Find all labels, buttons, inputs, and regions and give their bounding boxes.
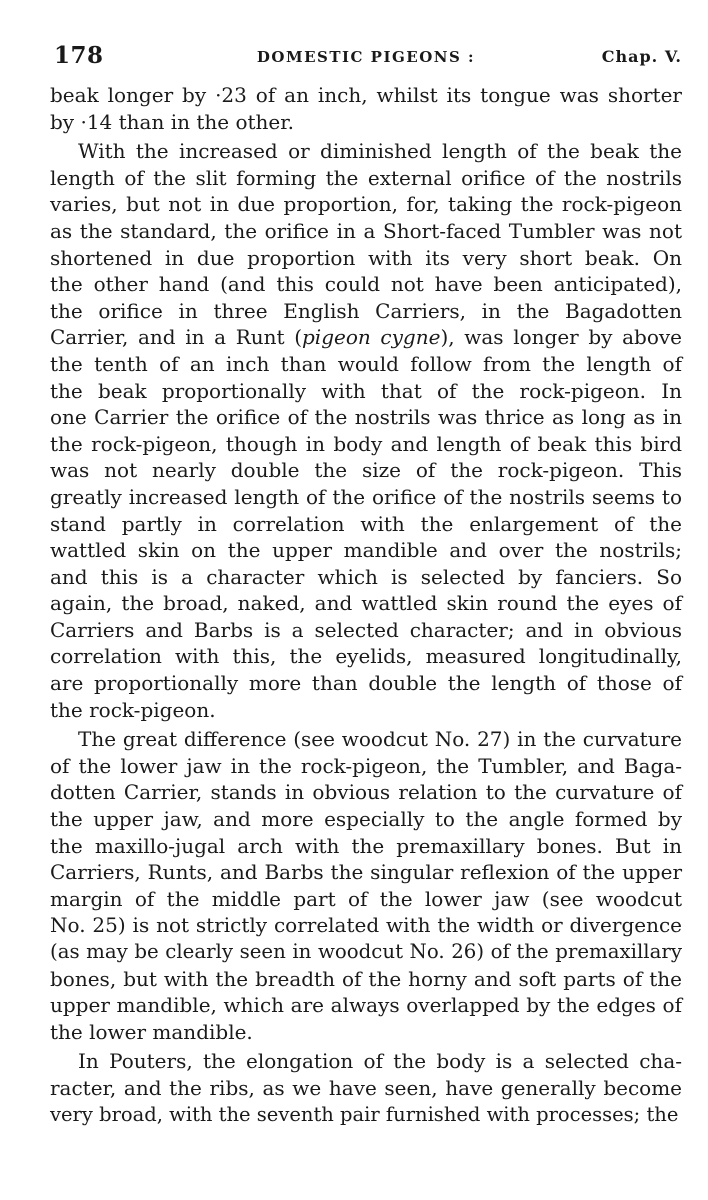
text-line: greatly increased length of the orifice of the nostrils seems to: [50, 484, 682, 509]
text-line: the maxillo-jugal arch with the premaxillary bones. But in: [50, 833, 682, 858]
paragraph: [50, 138, 682, 723]
text-line: (as may be clearly seen in woodcut No. 26) of the premaxillary: [50, 940, 682, 963]
text-line: With the increased or diminished length of the beak the: [78, 139, 682, 164]
text-line: stand partly in correlation with the enlargement of the: [50, 511, 682, 536]
text-line: of the lower jaw in the rock-pigeon, the Tumbler, and Baga-: [50, 753, 682, 778]
text-line: and this is a character which is selected by fanciers. So: [50, 564, 682, 589]
text-line: upper mandible, which are always overlapped by the edges of: [50, 993, 682, 1018]
text-line: varies, but not in due proportion, for, taking the rock-pigeon: [50, 192, 682, 217]
text-line: the lower mandible.: [50, 1019, 253, 1044]
body-text: [50, 82, 682, 1128]
paragraph: [50, 82, 682, 135]
text-line: the tenth of an inch than would follow from the length of: [50, 351, 682, 376]
text-line: beak longer by ·23 of an inch, whilst its tongue was shorter: [50, 83, 682, 107]
text-line: correlation with this, the eyelids, measured longitudinally,: [50, 644, 682, 669]
text-line: Carriers and Barbs is a selected character; and in obvious: [50, 617, 682, 642]
text-line: the beak proportionally with that of the rock-pigeon. In: [50, 378, 682, 403]
text-line: the rock-pigeon, though in body and length of beak this bird: [50, 431, 682, 456]
chapter-label: Chap. V.: [601, 47, 682, 66]
book-page: [50, 42, 682, 1128]
text-line: are proportionally more than double the length of those of: [50, 671, 682, 696]
text-line: margin of the middle part of the lower jaw (see woodcut: [50, 886, 682, 911]
text-line: the orifice in three English Carriers, in the Bagadotten: [50, 298, 682, 323]
text-line: bones, but with the breadth of the horny and soft parts of the: [50, 966, 682, 991]
running-title: DOMESTIC PIGEONS :: [256, 48, 476, 66]
text-line: racter, and the ribs, as we have seen, have generally become: [50, 1075, 682, 1100]
text-line: very broad, with the seventh pair furnished with processes; the: [50, 1102, 679, 1126]
text-line: The great difference (see woodcut No. 27) in the curvature: [78, 727, 682, 752]
text-line: by ·14 than in the other.: [50, 109, 294, 134]
text-line: length of the slit forming the external orifice of the nostrils: [50, 165, 682, 190]
running-head: [50, 42, 682, 76]
text-line: Carriers, Runts, and Barbs the singular reflexion of the upper: [50, 860, 682, 885]
text-line: dotten Carrier, stands in obvious relation to the curvature of: [50, 780, 682, 805]
text-line: the other hand (and this could not have been anticipated),: [50, 272, 682, 297]
text-line: In Pouters, the elongation of the body is a selected cha-: [78, 1049, 682, 1074]
text-line: was not nearly double the size of the rock-pigeon. This: [50, 458, 682, 483]
paragraph: [50, 1048, 682, 1128]
paragraph: [50, 726, 682, 1045]
text-line: shortened in due proportion with its very short beak. On: [50, 245, 682, 270]
text-line: the rock-pigeon.: [50, 697, 216, 722]
text-line: one Carrier the orifice of the nostrils was thrice as long as in: [50, 405, 682, 430]
text-line: again, the broad, naked, and wattled skin round the eyes of: [50, 591, 682, 616]
text-line: the upper jaw, and more especially to the angle formed by: [50, 807, 682, 832]
page-number: 178: [54, 42, 104, 69]
text-line: wattled skin on the upper mandible and over the nostrils;: [50, 538, 682, 563]
italic-term: pigeon cygne: [302, 325, 441, 350]
text-line: No. 25) is not strictly correlated with the width or divergence: [50, 913, 682, 938]
text-line: as the standard, the orifice in a Short-faced Tumbler was not: [50, 218, 682, 243]
text-line: Carrier, and in a Runt (pigeon cygne), was longer by above: [50, 325, 683, 350]
